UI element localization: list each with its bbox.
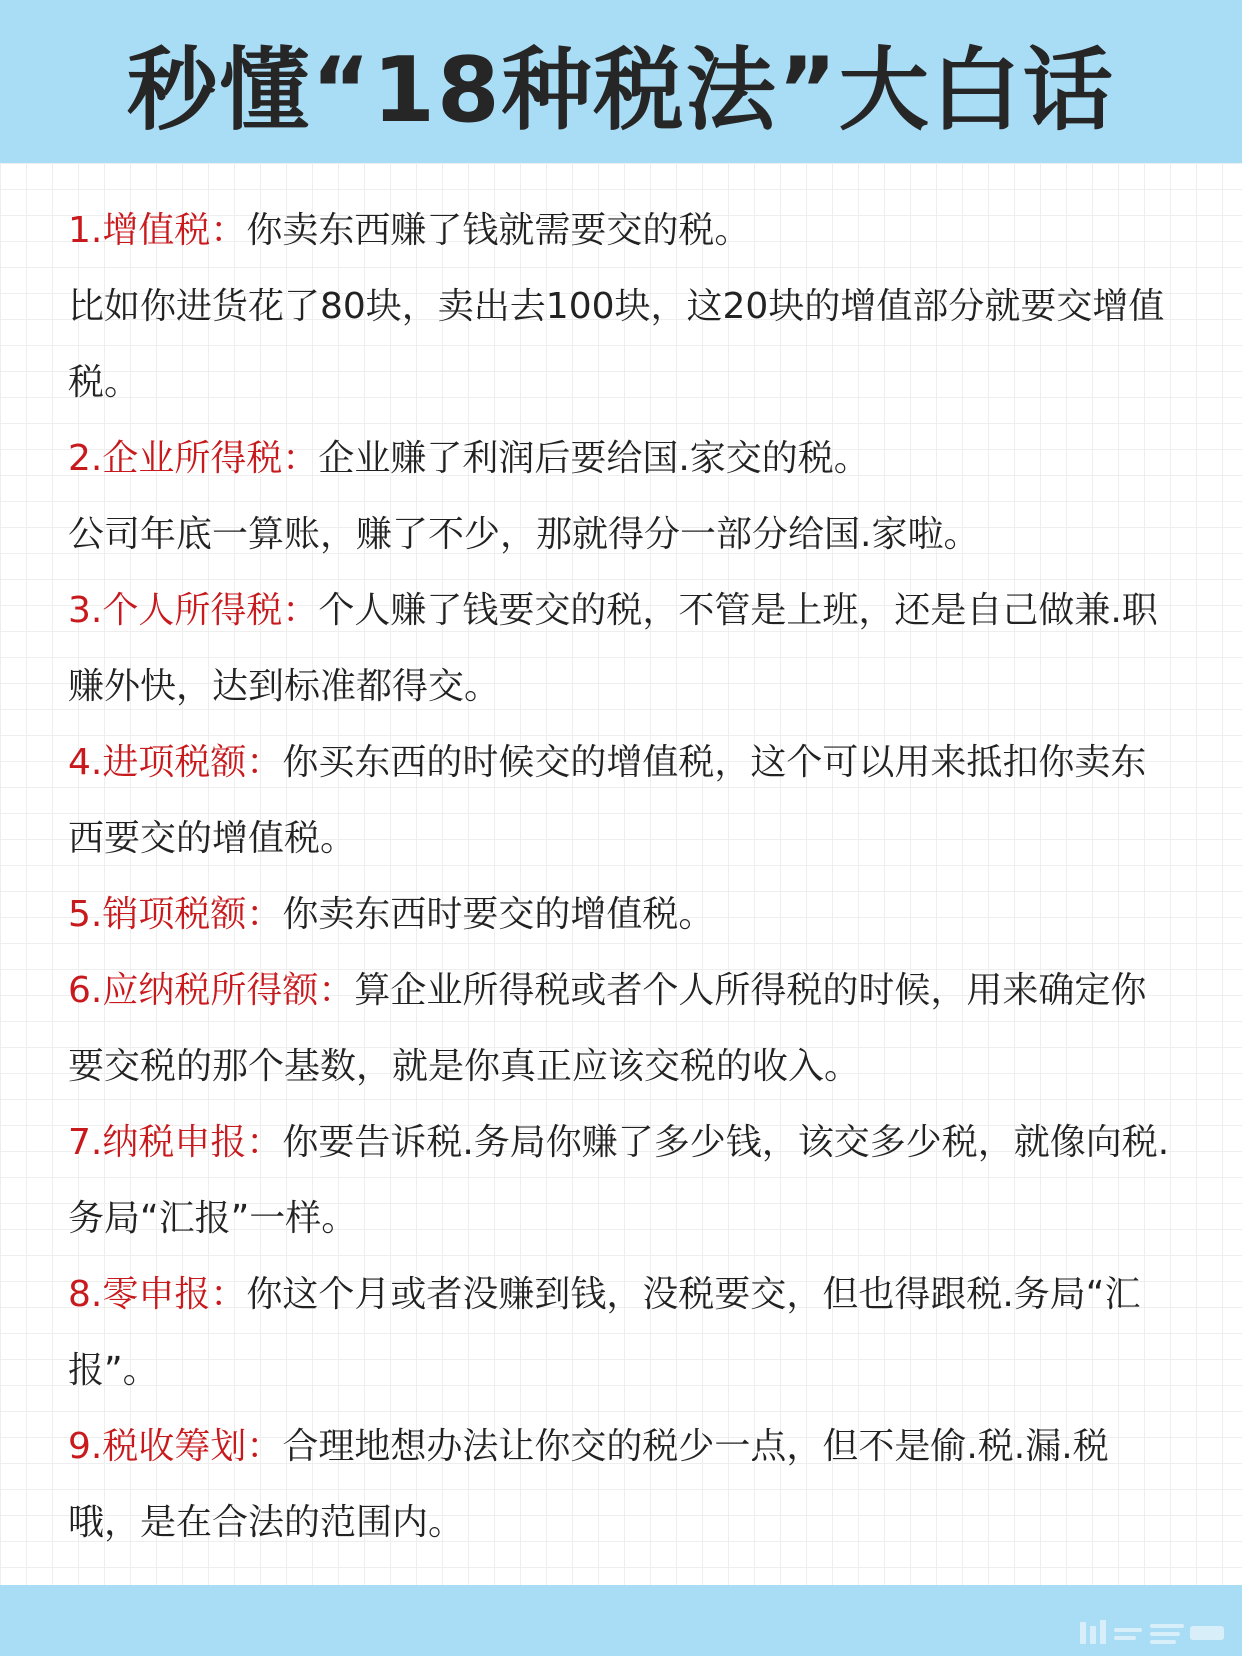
- term-description: 合理地想办法让你交的税少一点，但不是偷.税.漏.税哦，是在合法的范围内。: [68, 1426, 1109, 1543]
- list-item: [68, 497, 1178, 573]
- term-label: 9.税收筹划：: [68, 1426, 283, 1467]
- footer-band: [0, 1585, 1242, 1656]
- watermark-logo-icon: [1078, 1616, 1228, 1650]
- term-label: 1.增值税：: [68, 210, 247, 251]
- term-description: 你要告诉税.务局你赚了多少钱，该交多少税，就像向税.务局“汇报”一样。: [68, 1122, 1170, 1239]
- term-label: 6.应纳税所得额：: [68, 970, 355, 1011]
- list-item: [68, 1257, 1178, 1409]
- term-description: 公司年底一算账，赚了不少，那就得分一部分给国.家啦。: [68, 514, 980, 555]
- page-title: 秒懂“18种税法”大白话: [127, 37, 1115, 143]
- term-description: 比如你进货花了80块，卖出去100块，这20块的增值部分就要交增值税。: [68, 286, 1165, 403]
- list-item: [68, 193, 1178, 269]
- term-label: 3.个人所得税：: [68, 590, 319, 631]
- list-item: [68, 1105, 1178, 1257]
- term-description: 你卖东西赚了钱就需要交的税。: [246, 210, 751, 251]
- term-description: 你卖东西时要交的增值税。: [282, 894, 715, 935]
- term-description: 你买东西的时候交的增值税，这个可以用来抵扣你卖东西要交的增值税。: [68, 742, 1147, 859]
- term-label: 5.销项税额：: [68, 894, 283, 935]
- grid-content-area: [0, 163, 1242, 1585]
- list-item: [68, 573, 1178, 725]
- list-item: [68, 421, 1178, 497]
- term-description: 个人赚了钱要交的税，不管是上班，还是自己做兼.职赚外快，达到标准都得交。: [68, 590, 1158, 707]
- term-description: 你这个月或者没赚到钱，没税要交，但也得跟税.务局“汇报”。: [68, 1274, 1141, 1391]
- list-item: [68, 877, 1178, 953]
- list-item: [68, 953, 1178, 1105]
- header-band: [0, 0, 1242, 163]
- list-item: [68, 1409, 1178, 1561]
- tax-terms-list: [68, 193, 1178, 1561]
- list-item: [68, 725, 1178, 877]
- term-description: 算企业所得税或者个人所得税的时候，用来确定你要交税的那个基数，就是你真正应该交税的收入。: [68, 970, 1147, 1087]
- term-label: 2.企业所得税：: [68, 438, 319, 479]
- term-label: 4.进项税额：: [68, 742, 283, 783]
- term-label: 7.纳税申报：: [68, 1122, 283, 1163]
- list-item: [68, 269, 1178, 421]
- term-label: 8.零申报：: [68, 1274, 247, 1315]
- term-description: 企业赚了利润后要给国.家交的税。: [318, 438, 870, 479]
